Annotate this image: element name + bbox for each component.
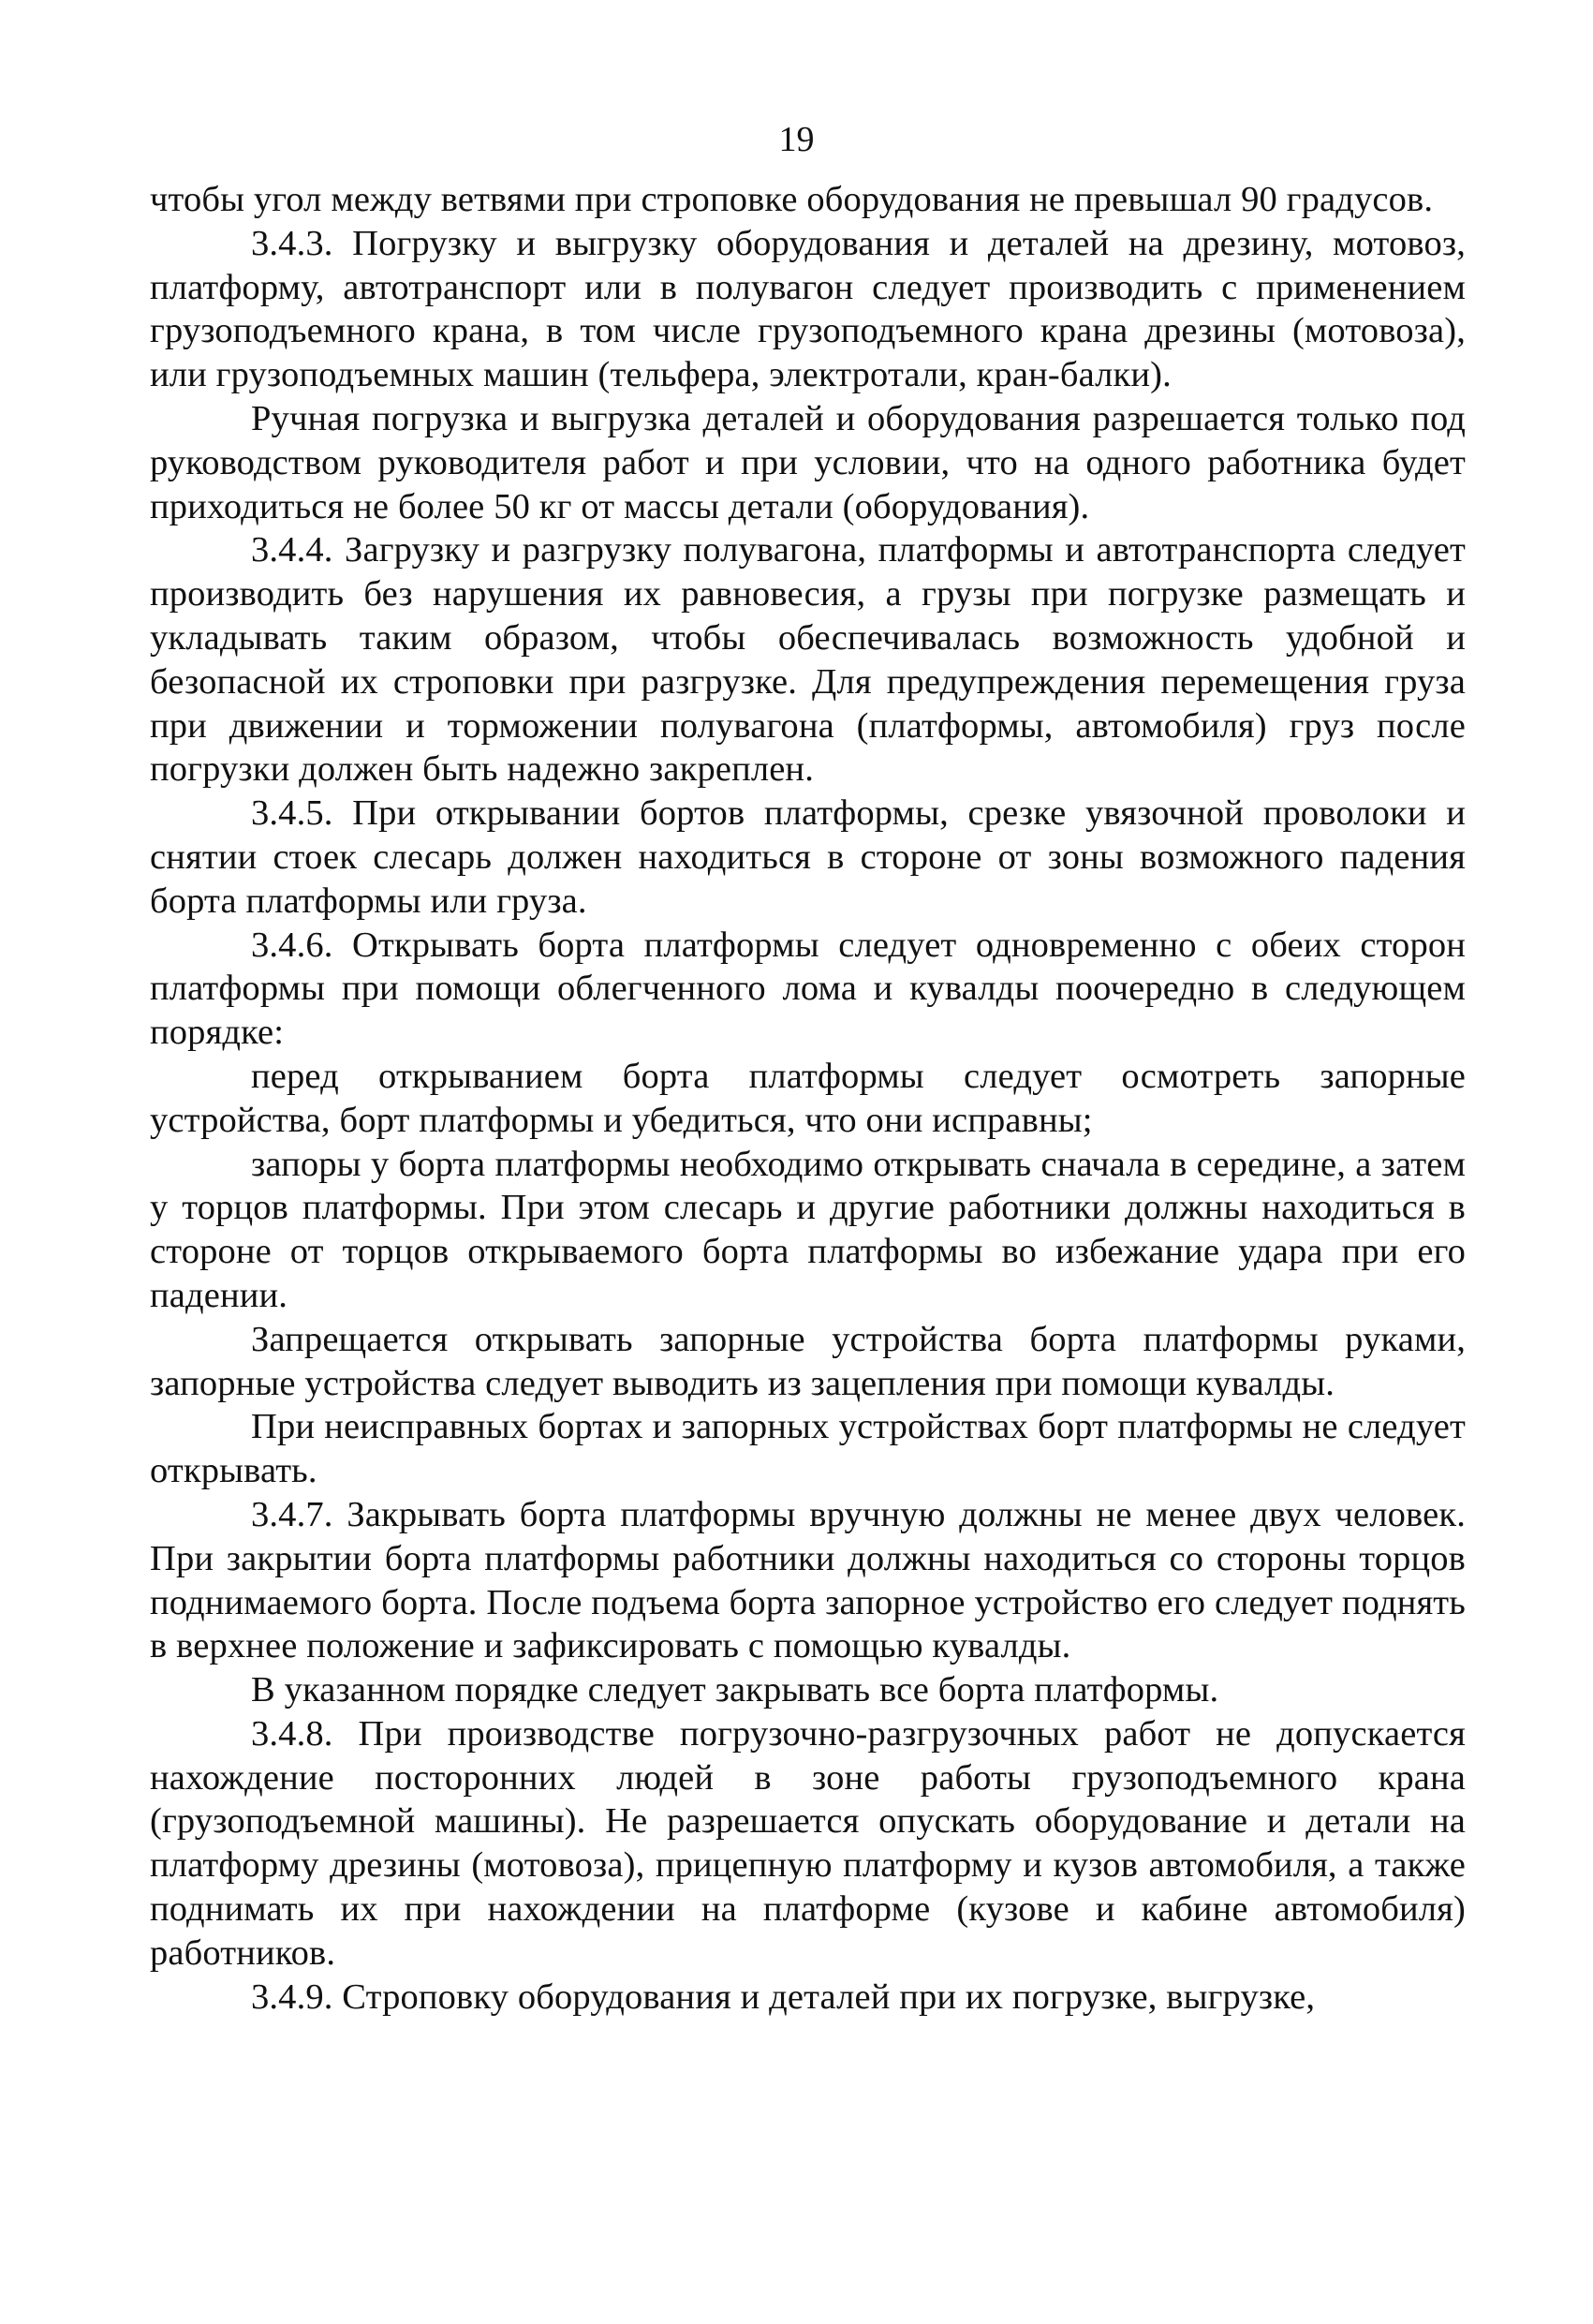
page-number: 19 [778, 120, 815, 159]
paragraph-manual-loading: Ручная погрузка и выгрузка деталей и оборудования разрешается только под руководством руководителя работ и при условии, что на одного работника будет приходиться не более 50 кг от массы детали (оборудования). [150, 398, 1466, 526]
paragraph-before-opening: перед открыванием борта платформы следует осмотреть запорные устройства, борт платформы и убедиться, что они исправны; [150, 1056, 1466, 1140]
page-body [150, 178, 1466, 2019]
paragraph-continuation: чтобы угол между ветвями при строповке оборудования не превышал 90 градусов. [150, 180, 1434, 219]
paragraph-3-4-8: 3.4.8. При производстве погрузочно-разгрузочных работ не допускается нахождение посторонних людей в зоне работы грузоподъемного крана (грузоподъемной машины). Не разрешается опускать оборудование и детали на платформу дрезины (мотовоза), прицепную платформу и кузов автомобиля, а также поднимать их при нахождении на платформе (кузове и кабине автомобиля) работников. [150, 1713, 1466, 1973]
paragraph-3-4-4: 3.4.4. Загрузку и разгрузку полувагона, платформы и автотранспорта следует производить без нарушения их равновесия, а грузы при погрузке размещать и укладывать таким образом, чтобы обеспечивалась возможность удобной и безопасной их строповки при разгрузке. Для предупреждения перемещения груза при движении и торможении полувагона (платформы, автомобиля) груз после погрузки должен быть надежно закреплен. [150, 530, 1466, 790]
paragraph-3-4-9: 3.4.9. Строповку оборудования и деталей при их погрузке, выгрузке, [251, 1976, 1316, 2017]
paragraph-faulty-sides: При неисправных бортах и запорных устройствах борт платформы не следует открывать. [150, 1407, 1466, 1491]
paragraph-closing-order: В указанном порядке следует закрывать все борта платформы. [251, 1670, 1219, 1710]
paragraph-3-4-6: 3.4.6. Открывать борта платформы следует одновременно с обеих сторон платформы при помощи облегченного лома и кувалды поочередно в следующем порядке: [150, 925, 1466, 1053]
paragraph-prohibition: Запрещается открывать запорные устройства борта платформы руками, запорные устройства следует выводить из зацепления при помощи кувалды. [150, 1319, 1466, 1403]
paragraph-3-4-3: 3.4.3. Погрузку и выгрузку оборудования и деталей на дрезину, мотовоз, платформу, автотранспорт или в полувагон следует производить с применением грузоподъемного крана, в том числе грузоподъемного крана дрезины (мотовоза), или грузоподъемных машин (тельфера, электротали, кран-балки). [150, 223, 1466, 395]
paragraph-3-4-7: 3.4.7. Закрывать борта платформы вручную должны не менее двух человек. При закрытии борта платформы работники должны находиться со стороны торцов поднимаемого борта. После подъема борта запорное устройство его следует поднять в верхнее положение и зафиксировать с помощью кувалды. [150, 1494, 1466, 1666]
paragraph-3-4-5: 3.4.5. При открывании бортов платформы, срезке увязочной проволоки и снятии стоек слесарь должен находиться в стороне от зоны возможного падения борта платформы или груза. [150, 793, 1466, 921]
paragraph-locks-opening: запоры у борта платформы необходимо открывать сначала в середине, а затем у торцов платформы. При этом слесарь и другие работники должны находиться в стороне от торцов открываемого борта платформы во избежание удара при его падении. [150, 1144, 1466, 1315]
